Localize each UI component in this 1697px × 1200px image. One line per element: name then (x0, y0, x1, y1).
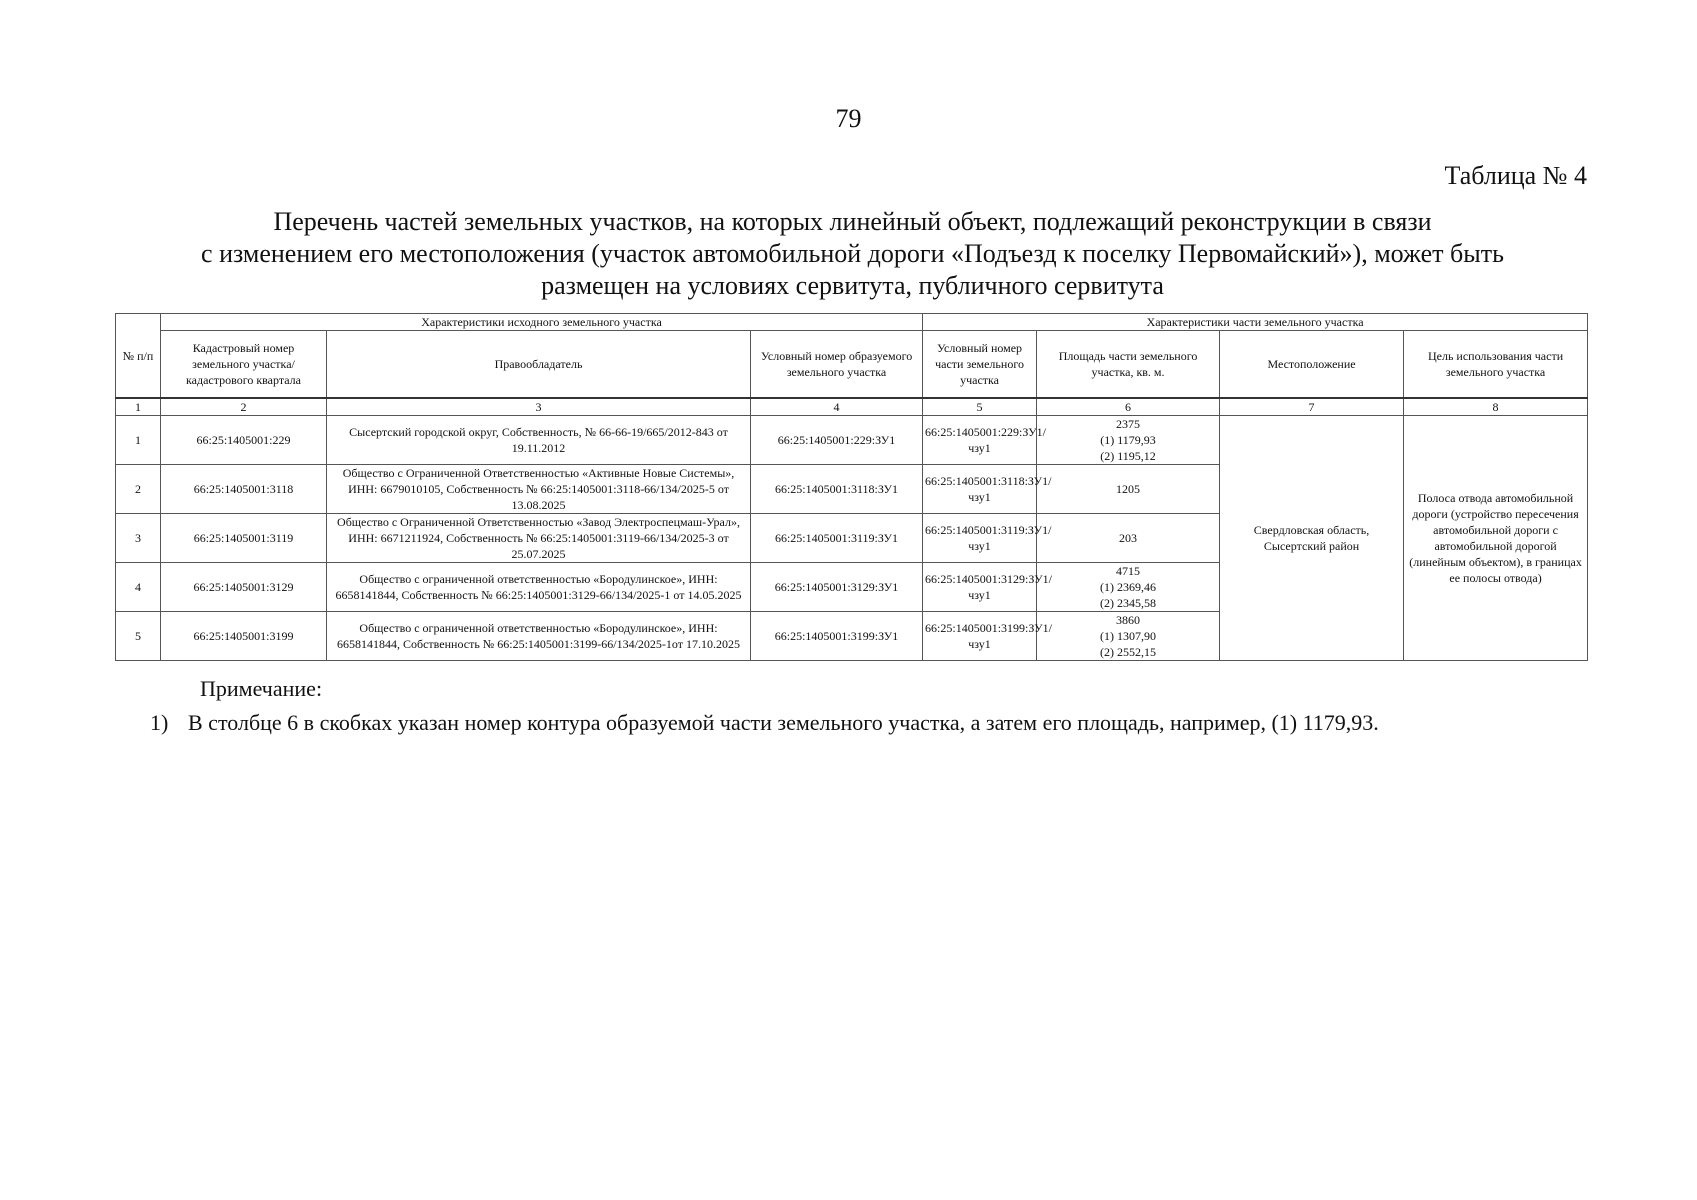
part-number: 66:25:1405001:3118:ЗУ1/чзу1 (923, 465, 1037, 514)
row-number: 4 (116, 563, 161, 612)
cadastral-number: 66:25:1405001:229 (161, 416, 327, 465)
area (1037, 563, 1220, 612)
owner: Сысертский городской округ, Собственность, № 66-66-19/665/2012-843 от 19.11.2012 (327, 416, 751, 465)
area-line: (1) 2369,46 (1100, 580, 1157, 594)
table-label: Таблица № 4 (1444, 161, 1587, 190)
owner: Общество с ограниченной ответственностью «Бородулинское», ИНН: 6658141844, Собственность № 66:25:1405001:3129-66/134/2025-1 от 14.05.2025 (327, 563, 751, 612)
col-number: 7 (1220, 398, 1404, 416)
cadastral-number: 66:25:1405001:3119 (161, 514, 327, 563)
title-line: размещен на условиях сервитута, публичного сервитута (541, 271, 1164, 300)
area-line: (2) 2345,58 (1100, 596, 1157, 610)
purpose: Полоса отвода автомобильной дороги (устройство пересечения автомобильной дороги с автомобильной дорогой (линейным объектом), в границах ее полосы отвода) (1404, 416, 1588, 661)
group-header-source: Характеристики исходного земельного участка (161, 314, 923, 331)
col-header-owner: Правообладатель (327, 331, 751, 399)
part-number: 66:25:1405001:3199:ЗУ1/чзу1 (923, 612, 1037, 661)
page-number: 79 (835, 104, 862, 133)
col-number: 2 (161, 398, 327, 416)
col-number: 4 (751, 398, 923, 416)
part-number: 66:25:1405001:3119:ЗУ1/чзу1 (923, 514, 1037, 563)
row-number: 5 (116, 612, 161, 661)
area-line: 1205 (1116, 482, 1141, 496)
col-number: 1 (116, 398, 161, 416)
owner: Общество с ограниченной ответственностью «Бородулинское», ИНН: 6658141844, Собственность № 66:25:1405001:3199-66/134/2025-1от 17.10.2025 (327, 612, 751, 661)
col-header-purpose: Цель использования части земельного участка (1404, 331, 1588, 399)
area (1037, 416, 1220, 465)
area-line: 203 (1119, 531, 1138, 545)
land-parts-table (115, 313, 1588, 661)
col-number: 3 (327, 398, 751, 416)
group-header-row (116, 314, 1588, 331)
area-line: (2) 1195,12 (1100, 449, 1156, 463)
row-number: 1 (116, 416, 161, 465)
col-number: 6 (1037, 398, 1220, 416)
cadastral-number: 66:25:1405001:3199 (161, 612, 327, 661)
note-item (150, 710, 1379, 736)
column-number-row (116, 398, 1588, 416)
column-header-row (116, 331, 1588, 399)
title-line: с изменением его местоположения (участок автомобильной дороги «Подъезд к поселку Первомайский»), может быть (201, 239, 1504, 268)
plot-number: 66:25:1405001:3129:ЗУ1 (751, 563, 923, 612)
col-header-area: Площадь части земельного участка, кв. м. (1037, 331, 1220, 399)
col-header-num: № п/п (116, 314, 161, 399)
plot-number: 66:25:1405001:3199:ЗУ1 (751, 612, 923, 661)
note-item-text: В столбце 6 в скобках указан номер контура образуемой части земельного участка, а затем его площадь, например, (1) 1179,93. (188, 710, 1379, 735)
note-item-number: 1) (150, 710, 169, 735)
plot-number: 66:25:1405001:229:ЗУ1 (751, 416, 923, 465)
area-line: (1) 1307,90 (1100, 629, 1157, 643)
area (1037, 514, 1220, 563)
col-number: 5 (923, 398, 1037, 416)
row-number: 2 (116, 465, 161, 514)
note-label: Примечание: (200, 676, 323, 701)
cadastral-number: 66:25:1405001:3129 (161, 563, 327, 612)
title-line: Перечень частей земельных участков, на которых линейный объект, подлежащий реконструкции в связи (273, 207, 1432, 236)
plot-number: 66:25:1405001:3118:ЗУ1 (751, 465, 923, 514)
col-header-cadastral: Кадастровый номер земельного участка/кадастрового квартала (161, 331, 327, 399)
cadastral-number: 66:25:1405001:3118 (161, 465, 327, 514)
col-header-plot-num: Условный номер образуемого земельного участка (751, 331, 923, 399)
area-line: (1) 1179,93 (1100, 433, 1156, 447)
location: Свердловская область, Сысертский район (1220, 416, 1404, 661)
document-title (115, 206, 1590, 302)
part-number: 66:25:1405001:3129:ЗУ1/чзу1 (923, 563, 1037, 612)
col-header-part-num: Условный номер части земельного участка (923, 331, 1037, 399)
table-row (116, 416, 1588, 465)
area (1037, 612, 1220, 661)
part-number: 66:25:1405001:229:ЗУ1/чзу1 (923, 416, 1037, 465)
area-line: 4715 (1116, 564, 1141, 578)
area-line: 2375 (1116, 417, 1141, 431)
group-header-part: Характеристики части земельного участка (923, 314, 1588, 331)
col-number: 8 (1404, 398, 1588, 416)
row-number: 3 (116, 514, 161, 563)
area-line: (2) 2552,15 (1100, 645, 1157, 659)
owner: Общество с Ограниченной Ответственностью «Завод Электроспецмаш-Урал», ИНН: 6671211924, Собственность № 66:25:1405001:3119-66/134/2025-3 от 25.07.2025 (327, 514, 751, 563)
col-header-location: Местоположение (1220, 331, 1404, 399)
area (1037, 465, 1220, 514)
plot-number: 66:25:1405001:3119:ЗУ1 (751, 514, 923, 563)
area-line: 3860 (1116, 613, 1141, 627)
owner: Общество с Ограниченной Ответственностью «Активные Новые Системы», ИНН: 6679010105, Собственность № 66:25:1405001:3118-66/134/2025-5 от 13.08.2025 (327, 465, 751, 514)
